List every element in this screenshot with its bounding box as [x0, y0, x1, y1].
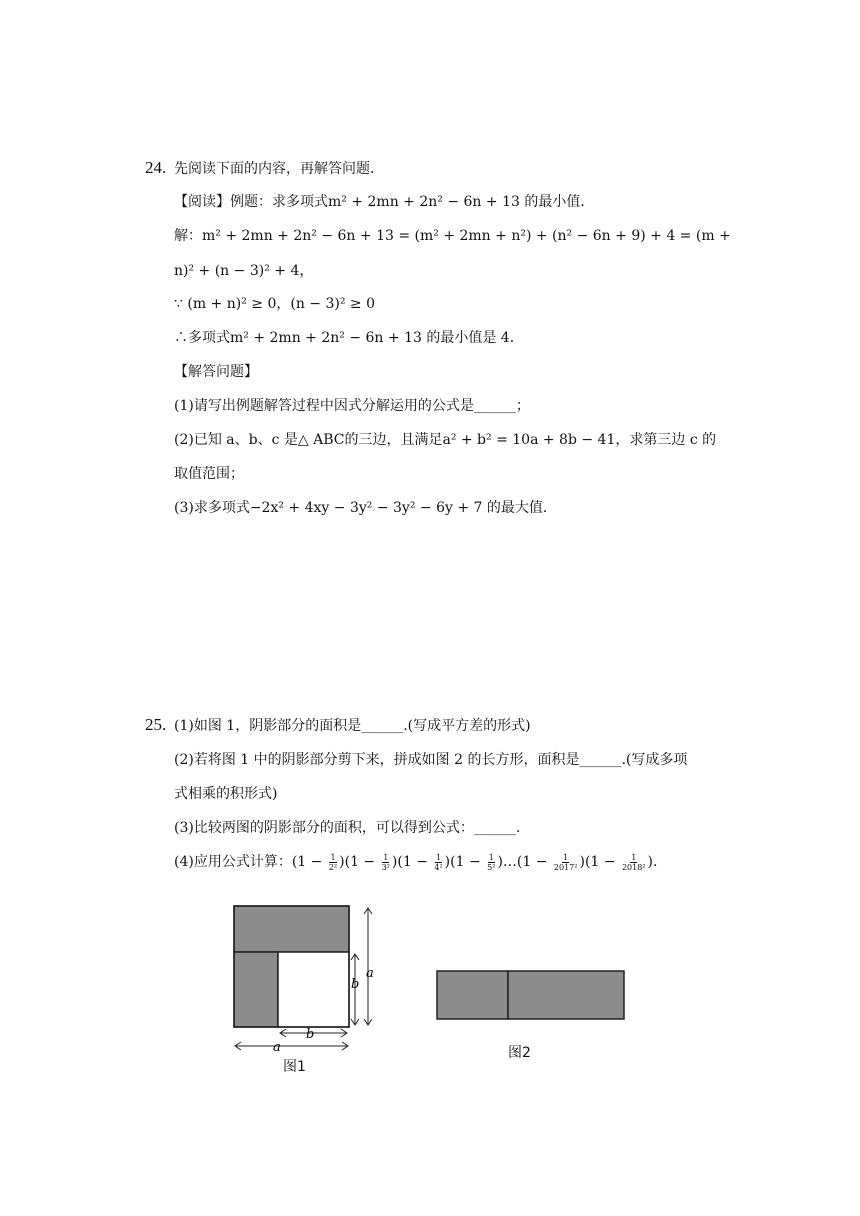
figure-1-shaded-top	[234, 906, 349, 952]
figure-1-label-a-bottom: a	[273, 1040, 281, 1055]
q25-part1: (1)如图 1，阴影部分的面积是______.(写成平方差的形式)	[174, 718, 531, 734]
q24-reading: 【阅读】例题：求多项式m² + 2mn + 2n² − 6n + 13 的最小值．	[174, 194, 595, 210]
q24-since: ∵ (m + n)² ≥ 0，(n − 3)² ≥ 0	[174, 296, 375, 312]
figure-1-label-b-right: b	[351, 977, 360, 992]
q24-intro: 先阅读下面的内容，再解答问题．	[174, 161, 384, 177]
product-term: (1 − $\frac{1}{\text{2018²}}$ ).	[584, 852, 658, 872]
product-term: (1 − $\frac{1}{\text{3²}}$ )	[344, 852, 398, 872]
q25-part4-prefix: (4)应用公式计算：	[174, 854, 292, 870]
q24-solution-line2: n)² + (n − 3)² + 4，	[174, 263, 314, 279]
product-term: (1 − $\frac{1}{\text{4²}}$ )	[397, 852, 451, 872]
q25-part3: (3)比较两图的阴影部分的面积，可以得到公式：______.	[174, 820, 521, 836]
question-number-25: 25.	[145, 715, 167, 734]
q24-part2-line2: 取值范围；	[174, 466, 244, 482]
product-term: (1 − $\frac{1}{\text{2²}}$ )	[291, 852, 345, 872]
figure-1-diagram	[225, 898, 385, 1058]
fraction: $\frac{1}{\text{2018²}}$	[621, 852, 646, 872]
q24-part2-line1: (2)已知 a、b、c 是△ ABC的三边，且满足a² + b² = 10a + 8b − 41，求第三边 c 的	[174, 432, 717, 448]
fraction: $\frac{1}{\text{2017²}}$	[553, 852, 578, 872]
question-number-24: 24.	[145, 158, 167, 177]
figure-2-right-piece	[508, 971, 624, 1019]
figure-1-unshaded-square	[278, 952, 349, 1027]
q24-part1: (1)请写出例题解答过程中因式分解运用的公式是______；	[174, 398, 530, 414]
q25-part4-expression	[292, 854, 658, 870]
q24-section-heading: 【解答问题】	[174, 364, 258, 380]
q25-part2-line2: 式相乘的积形式)	[174, 786, 278, 802]
figure-1-shaded-left	[234, 952, 278, 1027]
fraction: $\frac{1}{\text{4²}}$	[434, 852, 443, 872]
product-term: (1 − $\frac{1}{\text{2017²}}$ )	[516, 852, 585, 872]
q25-part2-line1: (2)若将图 1 中的阴影部分剪下来，拼成如图 2 的长方形，面积是______.(写成多项	[174, 752, 688, 768]
figure-1-caption: 图1	[283, 1059, 306, 1075]
fraction: $\frac{1}{\text{2²}}$	[328, 852, 338, 872]
q24-solution-line1: 解：m² + 2mn + 2n² − 6n + 13 = (m² + 2mn + n²) + (n² − 6n + 9) + 4 = (m +	[174, 228, 731, 244]
fraction: $\frac{1}{\text{3²}}$	[381, 852, 390, 872]
q24-therefore: ∴多项式m² + 2mn + 2n² − 6n + 13 的最小值是 4．	[174, 330, 524, 346]
figure-1-label-a-right: a	[366, 966, 374, 981]
product-term: (1 − $\frac{1}{\text{5²}}$ )…	[450, 852, 517, 872]
q24-part3: (3)求多项式−2x² + 4xy − 3y² − 3y² − 6y + 7 的最大值．	[174, 500, 557, 516]
figure-2-left-piece	[437, 971, 508, 1019]
figure-2-diagram	[432, 966, 632, 1026]
figure-2-caption: 图2	[508, 1045, 531, 1061]
q25-part4	[174, 852, 657, 872]
figure-1-label-b-bottom: b	[306, 1027, 315, 1042]
fraction: $\frac{1}{\text{5²}}$	[487, 852, 496, 872]
